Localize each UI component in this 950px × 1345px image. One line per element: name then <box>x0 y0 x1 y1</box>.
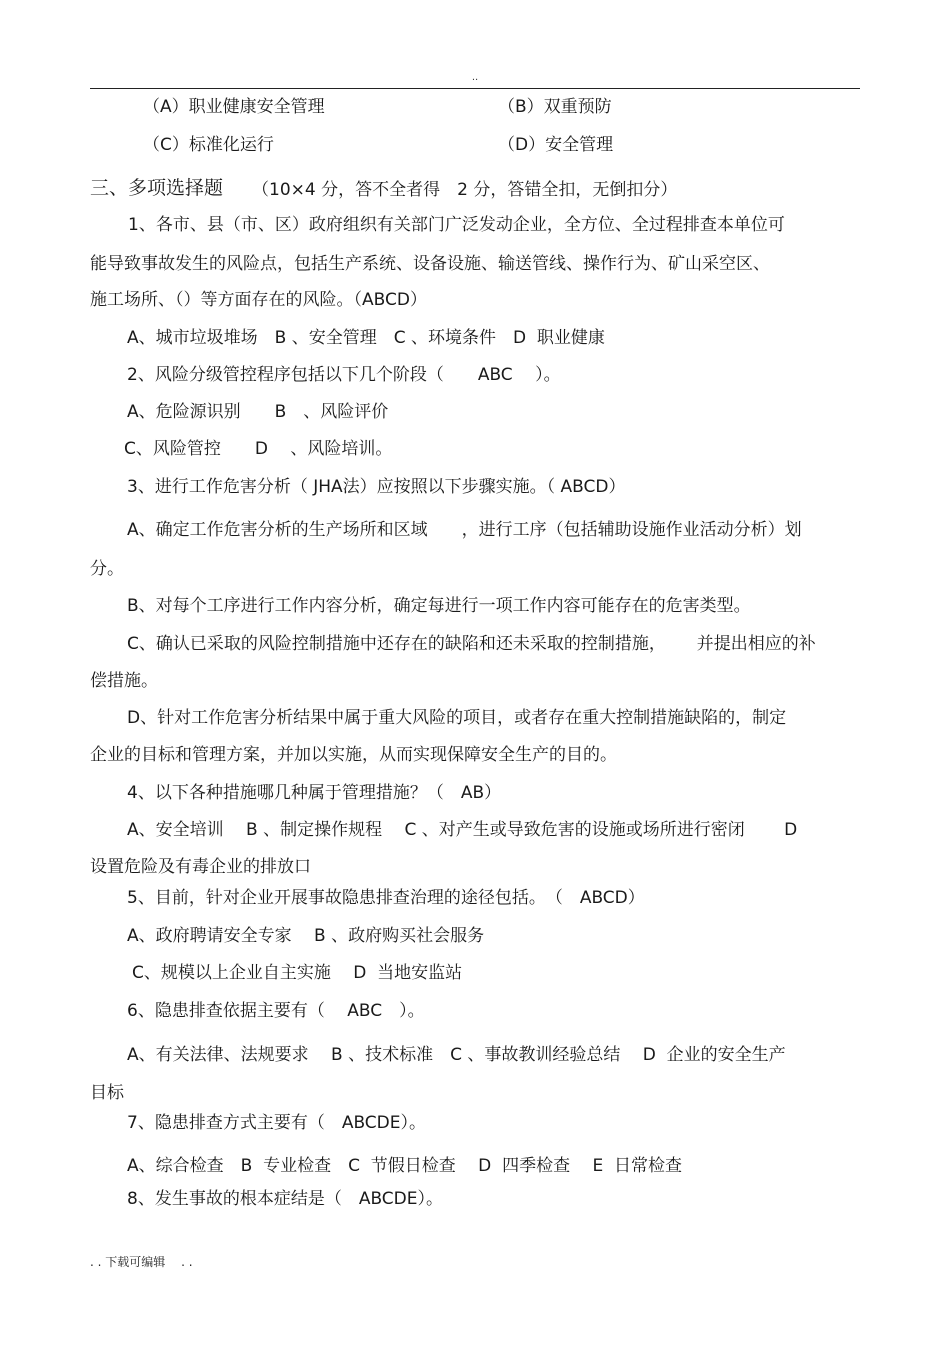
q1-line2: 能导致事故发生的风险点，包括生产系统、设备设施、输送管线、操作行为、矿山采空区、 <box>90 254 770 274</box>
q3-option-a1: A、确定工作危害分析的生产场所和区域 ，进行工序（包括辅助设施作业活动分析）划 <box>127 520 802 540</box>
q8-stem: 8、发生事故的根本症结是（ ABCDE）。 <box>127 1189 444 1209</box>
q6-options-1: A、有关法律、法规要求 B 、技术标准 C 、事故教训经验总结 D 企业的安全生产 <box>127 1045 786 1065</box>
q4-options-2: 设置危险及有毒企业的排放口 <box>90 857 311 877</box>
q3-option-c1: C、确认已采取的风险控制措施中还存在的缺陷和还未采取的控制措施， 并提出相应的补 <box>127 634 816 654</box>
header-dots: .. <box>471 72 479 83</box>
q3-option-c2: 偿措施。 <box>90 671 158 691</box>
q2-stem: 2、风险分级管控程序包括以下几个阶段（ ABC ）。 <box>127 365 561 385</box>
q3-option-d2: 企业的目标和管理方案，并加以实施，从而实现保障安全生产的目的。 <box>90 745 617 765</box>
prev-option-c: （C）标准化运行 <box>143 135 274 155</box>
q5-stem: 5、目前，针对企业开展事故隐患排查治理的途径包括。 （ ABCD） <box>127 888 645 908</box>
q1-line3: 施工场所、（）等方面存在的风险。（ABCD） <box>90 290 427 310</box>
prev-option-a: （A）职业健康安全管理 <box>143 97 325 117</box>
q7-options: A、综合检查 B 专业检查 C 节假日检查 D 四季检查 E 日常检查 <box>127 1156 683 1176</box>
prev-option-d: （D）安全管理 <box>498 135 614 155</box>
q5-options-ab: A、政府聘请安全专家 B 、政府购买社会服务 <box>127 926 485 946</box>
q4-stem: 4、以下各种措施哪几种属于管理措施？（ AB） <box>127 783 502 803</box>
footer-text: . . 下载可编辑 . . <box>90 1255 193 1269</box>
q5-options-cd: C、规模以上企业自主实施 D 当地安监站 <box>132 963 463 983</box>
q3-option-b: B、对每个工序进行工作内容分析，确定每进行一项工作内容可能存在的危害类型。 <box>127 596 751 616</box>
q3-stem: 3、进行工作危害分析（ JHA法）应按照以下步骤实施。（ ABCD） <box>127 477 626 497</box>
q2-options-cd: C、风险管控 D 、风险培训。 <box>124 439 393 459</box>
q7-stem: 7、隐患排查方式主要有（ ABCDE）。 <box>127 1113 427 1133</box>
q4-options-1: A、安全培训 B 、制定操作规程 C 、对产生或导致危害的设施或场所进行密闭 D <box>127 820 798 840</box>
q1-line1: 1、各市、县（市、区）政府组织有关部门广泛发动企业，全方位、全过程排查本单位可 <box>128 215 785 235</box>
section-note: （10×4 分，答不全者得 2 分，答错全扣，无倒扣分） <box>252 180 678 200</box>
q3-option-d1: D、针对工作危害分析结果中属于重大风险的项目，或者存在重大控制措施缺陷的，制定 <box>127 708 787 728</box>
q1-options: A、城市垃圾堆场 B 、安全管理 C 、环境条件 D 职业健康 <box>127 328 605 348</box>
q6-options-2: 目标 <box>90 1083 124 1103</box>
header-rule <box>90 88 860 89</box>
section-title: 三、多项选择题 <box>90 177 224 199</box>
q3-option-a2: 分。 <box>90 559 124 579</box>
prev-option-b: （B）双重预防 <box>498 97 612 117</box>
q6-stem: 6、隐患排查依据主要有（ ABC ）。 <box>127 1001 425 1021</box>
q2-options-ab: A、危险源识别 B 、风险评价 <box>127 402 389 422</box>
